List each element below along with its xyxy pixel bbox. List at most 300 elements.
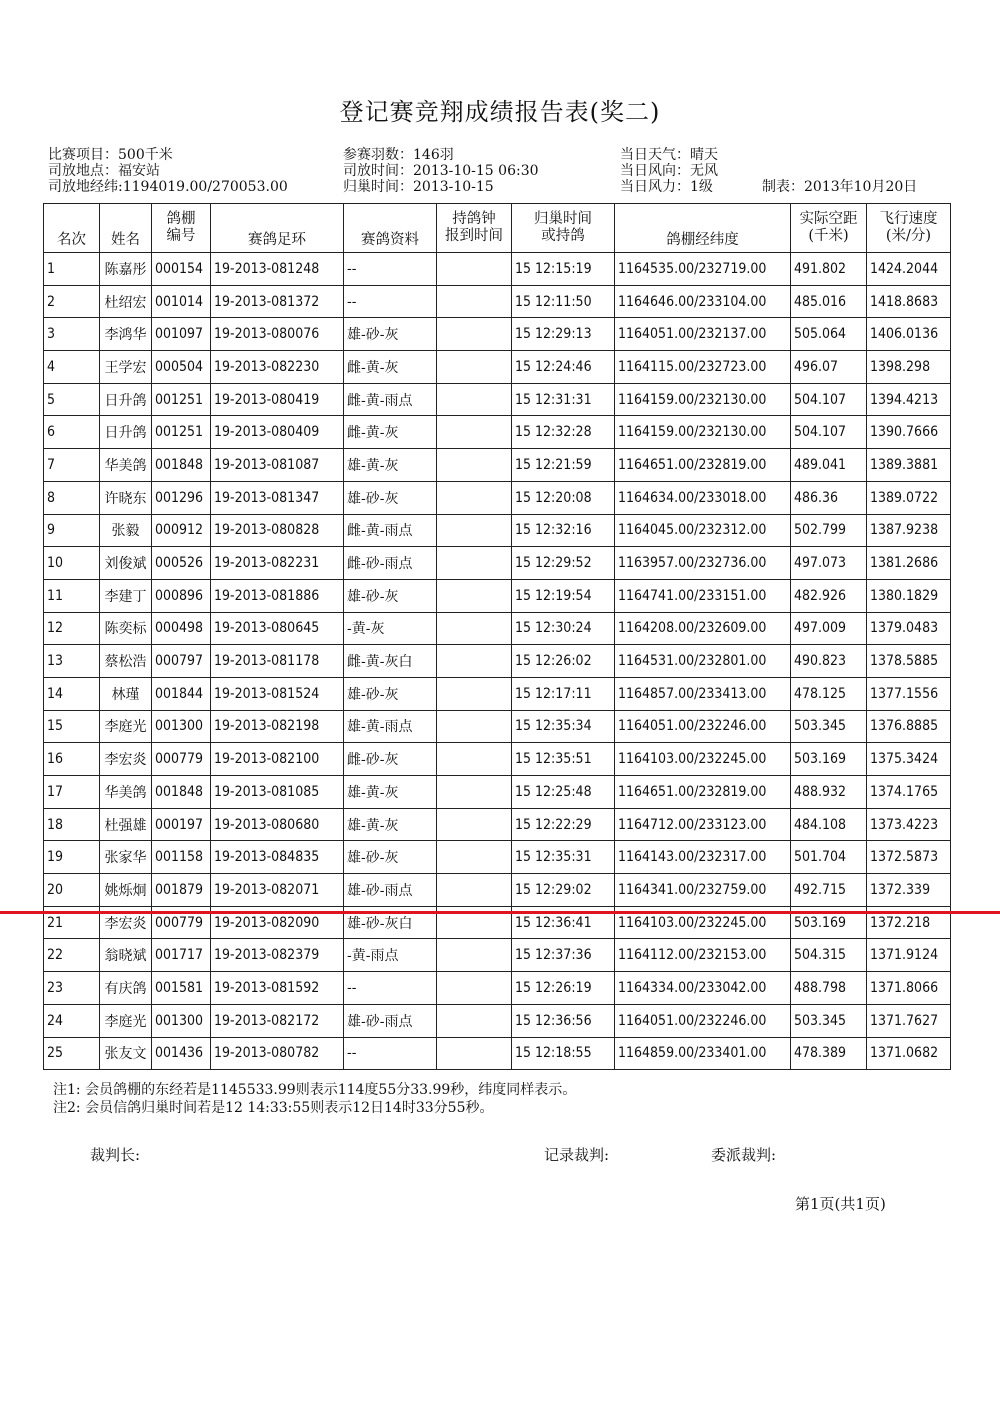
cell-arrival: 15 12:32:28 [512,416,615,449]
table-row [44,253,951,286]
header-clock-time: 持鸽钟 报到时间 [437,204,512,253]
cell-arrival: 15 12:22:29 [512,808,615,841]
cell-ring: 19-2013-080409 [211,416,344,449]
cell-ring: 19-2013-081248 [211,253,344,286]
cell-arrival: 15 12:17:11 [512,677,615,710]
cell-name: 翁晓斌 [100,939,152,972]
cell-distance: 503.345 [791,710,867,743]
cell-distance: 504.107 [791,383,867,416]
cell-arrival: 15 12:29:13 [512,318,615,351]
cell-ring: 19-2013-082230 [211,351,344,384]
info-return-date: 归巢时间：2013-10-15 [343,179,494,195]
cell-coords: 1164651.00/232819.00 [615,776,791,809]
cell-rank: 2 [44,285,100,318]
cell-rank: 17 [44,776,100,809]
cell-distance: 482.926 [791,579,867,612]
cell-name: 王学宏 [100,351,152,384]
cell-distance: 503.345 [791,1004,867,1037]
cell-name: 李庭光 [100,710,152,743]
cell-name: 陈嘉彤 [100,253,152,286]
cell-info: 雌-黄-灰白 [344,645,437,678]
cell-rank: 23 [44,972,100,1005]
signature-record-judge: 记录裁判: [544,1146,610,1164]
cell-info: 雄-黄-雨点 [344,710,437,743]
page-indicator: 第1页(共1页) [795,1195,886,1213]
cell-speed: 1389.0722 [867,481,951,514]
cell-arrival: 15 12:11:50 [512,285,615,318]
cell-distance: 497.073 [791,547,867,580]
cell-clock [437,1037,512,1070]
cell-name: 李建丁 [100,579,152,612]
cell-rank: 22 [44,939,100,972]
cell-ring: 19-2013-080782 [211,1037,344,1070]
cell-ring: 19-2013-081886 [211,579,344,612]
cell-distance: 489.041 [791,449,867,482]
cell-loft-id: 001097 [152,318,211,351]
cell-ring: 19-2013-080076 [211,318,344,351]
cell-arrival: 15 12:29:52 [512,547,615,580]
cell-speed: 1374.1765 [867,776,951,809]
cell-clock [437,1004,512,1037]
note-2: 注2: 会员信鸽归巢时间若是12 14:33:55则表示12日14时33分55秒。 [53,1100,494,1116]
signature-assigned-judge: 委派裁判: [711,1146,777,1164]
cell-clock [437,939,512,972]
cell-clock [437,776,512,809]
cell-info: 雌-黄-雨点 [344,383,437,416]
cell-name: 华美鸽 [100,776,152,809]
cell-rank: 20 [44,874,100,907]
info-race-item: 比赛项目：500千米 [48,147,173,163]
cell-coords: 1164115.00/232723.00 [615,351,791,384]
cell-arrival: 15 12:24:46 [512,351,615,384]
cell-ring: 19-2013-080680 [211,808,344,841]
cell-name: 陈奕标 [100,612,152,645]
cell-distance: 491.802 [791,253,867,286]
cell-coords: 1164208.00/232609.00 [615,612,791,645]
cell-name: 张友文 [100,1037,152,1070]
cell-name: 姚烁炯 [100,874,152,907]
cell-rank: 13 [44,645,100,678]
cell-clock [437,972,512,1005]
table-row [44,841,951,874]
cell-speed: 1380.1829 [867,579,951,612]
cell-speed: 1372.339 [867,874,951,907]
cell-rank: 5 [44,383,100,416]
cell-coords: 1164045.00/232312.00 [615,514,791,547]
header-loft-id: 鸽棚 编号 [152,204,211,253]
cell-info: 雄-黄-灰 [344,449,437,482]
cell-ring: 19-2013-082071 [211,874,344,907]
cell-arrival: 15 12:32:16 [512,514,615,547]
cell-loft-id: 001436 [152,1037,211,1070]
cell-arrival: 15 12:20:08 [512,481,615,514]
cell-ring: 19-2013-082198 [211,710,344,743]
table-row [44,449,951,482]
table-row [44,874,951,907]
info-wind-force: 当日风力：1级 [620,179,713,195]
cell-loft-id: 001581 [152,972,211,1005]
cell-name: 张毅 [100,514,152,547]
table-row [44,351,951,384]
cell-rank: 10 [44,547,100,580]
table-row [44,808,951,841]
cell-info: 雄-砂-灰 [344,318,437,351]
table-row [44,645,951,678]
table-row [44,514,951,547]
cell-clock [437,874,512,907]
cell-speed: 1373.4223 [867,808,951,841]
cell-coords: 1164857.00/233413.00 [615,677,791,710]
cell-info: 雄-砂-灰 [344,579,437,612]
cell-arrival: 15 12:25:48 [512,776,615,809]
cell-clock [437,514,512,547]
cell-ring: 19-2013-080828 [211,514,344,547]
cell-coords: 1164103.00/232245.00 [615,743,791,776]
cell-ring: 19-2013-081087 [211,449,344,482]
cell-clock [437,318,512,351]
table-row [44,776,951,809]
cell-loft-id: 001717 [152,939,211,972]
cell-info: -黄-雨点 [344,939,437,972]
cell-rank: 8 [44,481,100,514]
cell-arrival: 15 12:15:19 [512,253,615,286]
cell-info: 雌-黄-灰 [344,351,437,384]
cell-coords: 1164646.00/233104.00 [615,285,791,318]
cell-rank: 15 [44,710,100,743]
table-body [44,253,951,1070]
cell-coords: 1164741.00/233151.00 [615,579,791,612]
cell-arrival: 15 12:35:34 [512,710,615,743]
info-wind-direction: 当日风向：无风 [620,163,718,179]
cell-speed: 1372.218 [867,906,951,939]
cell-loft-id: 000912 [152,514,211,547]
cell-arrival: 15 12:30:24 [512,612,615,645]
cell-coords: 1164143.00/232317.00 [615,841,791,874]
cell-rank: 24 [44,1004,100,1037]
cell-info: 雄-黄-灰 [344,808,437,841]
cell-coords: 1164159.00/232130.00 [615,416,791,449]
cell-loft-id: 000498 [152,612,211,645]
cell-rank: 25 [44,1037,100,1070]
cell-coords: 1164859.00/233401.00 [615,1037,791,1070]
header-distance: 实际空距 (千米) [791,204,867,253]
cell-speed: 1377.1556 [867,677,951,710]
cell-rank: 6 [44,416,100,449]
cell-loft-id: 001251 [152,416,211,449]
cell-distance: 505.064 [791,318,867,351]
cell-clock [437,710,512,743]
cell-ring: 19-2013-082172 [211,1004,344,1037]
cell-name: 日升鸽 [100,383,152,416]
cell-name: 杜绍宏 [100,285,152,318]
cell-clock [437,351,512,384]
cell-rank: 7 [44,449,100,482]
cell-rank: 18 [44,808,100,841]
cell-speed: 1371.9124 [867,939,951,972]
cell-ring: 19-2013-082090 [211,906,344,939]
cell-coords: 1164535.00/232719.00 [615,253,791,286]
cell-ring: 19-2013-084835 [211,841,344,874]
info-release-time: 司放时间：2013-10-15 06:30 [343,163,539,179]
cell-speed: 1394.4213 [867,383,951,416]
cell-ring: 19-2013-081524 [211,677,344,710]
table-row [44,416,951,449]
results-table [43,203,951,1070]
info-entry-count: 参赛羽数：146羽 [343,147,454,163]
cell-name: 有庆鸽 [100,972,152,1005]
cell-info: 雄-砂-雨点 [344,1004,437,1037]
cell-loft-id: 001300 [152,1004,211,1037]
cell-arrival: 15 12:31:31 [512,383,615,416]
cell-ring: 19-2013-081372 [211,285,344,318]
cell-name: 日升鸽 [100,416,152,449]
table-row [44,612,951,645]
cell-info: 雌-砂-雨点 [344,547,437,580]
cell-name: 李庭光 [100,1004,152,1037]
cell-rank: 3 [44,318,100,351]
cell-name: 张家华 [100,841,152,874]
cell-rank: 11 [44,579,100,612]
cell-clock [437,383,512,416]
cell-speed: 1398.298 [867,351,951,384]
cell-distance: 490.823 [791,645,867,678]
cell-speed: 1389.3881 [867,449,951,482]
header-arrival-time: 归巢时间 或持鸽 [512,204,615,253]
cell-distance: 496.07 [791,351,867,384]
cell-info: -- [344,1037,437,1070]
cell-coords: 1164159.00/232130.00 [615,383,791,416]
cell-clock [437,645,512,678]
cell-ring: 19-2013-081178 [211,645,344,678]
cell-info: 雄-砂-灰 [344,677,437,710]
cell-clock [437,285,512,318]
cell-loft-id: 000504 [152,351,211,384]
table-row [44,318,951,351]
table-row [44,743,951,776]
header-speed: 飞行速度 (米/分) [867,204,951,253]
cell-info: 雌-砂-灰 [344,743,437,776]
cell-loft-id: 001014 [152,285,211,318]
cell-clock [437,416,512,449]
header-loft-coords: 鸽棚经纬度 [615,204,791,253]
cell-loft-id: 001251 [152,383,211,416]
cell-clock [437,808,512,841]
cell-speed: 1376.8885 [867,710,951,743]
cell-loft-id: 000896 [152,579,211,612]
info-weather: 当日天气：晴天 [620,147,718,163]
cell-speed: 1372.5873 [867,841,951,874]
cell-rank: 12 [44,612,100,645]
cell-distance: 484.108 [791,808,867,841]
cell-loft-id: 001879 [152,874,211,907]
cell-info: 雌-黄-灰 [344,416,437,449]
cell-distance: 478.389 [791,1037,867,1070]
cell-name: 许晓东 [100,481,152,514]
cell-speed: 1418.8683 [867,285,951,318]
cell-clock [437,743,512,776]
cell-coords: 1164051.00/232246.00 [615,710,791,743]
table-row [44,1004,951,1037]
info-release-coords: 司放地经纬:1194019.00/270053.00 [48,179,288,195]
header-ring-number: 赛鸽足环 [211,204,344,253]
cell-info: 雌-黄-雨点 [344,514,437,547]
cell-coords: 1164103.00/232245.00 [615,906,791,939]
table-row [44,677,951,710]
table-row [44,383,951,416]
header-rank: 名次 [44,204,100,253]
table-row [44,481,951,514]
cell-info: -黄-灰 [344,612,437,645]
cell-distance: 478.125 [791,677,867,710]
cell-coords: 1164341.00/232759.00 [615,874,791,907]
table-row [44,1037,951,1070]
cell-info: 雄-砂-灰 [344,841,437,874]
cell-speed: 1378.5885 [867,645,951,678]
cell-distance: 488.798 [791,972,867,1005]
cell-name: 李宏炎 [100,906,152,939]
cell-loft-id: 000779 [152,743,211,776]
table-row [44,972,951,1005]
cell-coords: 1164712.00/233123.00 [615,808,791,841]
cell-distance: 492.715 [791,874,867,907]
report-title: 登记赛竞翔成绩报告表(奖二) [339,98,661,126]
cell-speed: 1387.9238 [867,514,951,547]
cell-arrival: 15 12:19:54 [512,579,615,612]
cell-clock [437,841,512,874]
cell-coords: 1164112.00/232153.00 [615,939,791,972]
header-pigeon-info: 赛鸽资料 [344,204,437,253]
cell-arrival: 15 12:21:59 [512,449,615,482]
cell-distance: 485.016 [791,285,867,318]
cell-name: 林瑾 [100,677,152,710]
header-name: 姓名 [100,204,152,253]
info-release-location: 司放地点：福安站 [48,163,160,179]
cell-loft-id: 000526 [152,547,211,580]
cell-coords: 1164051.00/232246.00 [615,1004,791,1037]
cell-name: 蔡松浩 [100,645,152,678]
cell-distance: 486.36 [791,481,867,514]
cell-speed: 1375.3424 [867,743,951,776]
cell-coords: 1164334.00/233042.00 [615,972,791,1005]
cell-clock [437,547,512,580]
cell-rank: 9 [44,514,100,547]
table-row [44,547,951,580]
cell-ring: 19-2013-082100 [211,743,344,776]
cell-loft-id: 001848 [152,776,211,809]
cell-loft-id: 000197 [152,808,211,841]
cell-speed: 1371.8066 [867,972,951,1005]
cell-clock [437,449,512,482]
cell-name: 刘俊斌 [100,547,152,580]
cell-info: -- [344,972,437,1005]
cell-ring: 19-2013-080645 [211,612,344,645]
cell-distance: 497.009 [791,612,867,645]
cell-speed: 1371.0682 [867,1037,951,1070]
info-made-date: 制表：2013年10月20日 [762,179,918,195]
cell-arrival: 15 12:26:02 [512,645,615,678]
cell-ring: 19-2013-081085 [211,776,344,809]
cell-speed: 1371.7627 [867,1004,951,1037]
cell-rank: 1 [44,253,100,286]
cell-arrival: 15 12:18:55 [512,1037,615,1070]
table-row [44,579,951,612]
cell-info: 雄-砂-灰 [344,481,437,514]
cell-clock [437,677,512,710]
cell-name: 李鸿华 [100,318,152,351]
cell-rank: 14 [44,677,100,710]
cell-arrival: 15 12:36:56 [512,1004,615,1037]
cell-loft-id: 001296 [152,481,211,514]
cell-loft-id: 001158 [152,841,211,874]
cell-arrival: 15 12:37:36 [512,939,615,972]
cell-speed: 1381.2686 [867,547,951,580]
cell-loft-id: 001844 [152,677,211,710]
cell-loft-id: 001300 [152,710,211,743]
table-row [44,710,951,743]
cell-distance: 503.169 [791,906,867,939]
cell-speed: 1424.2044 [867,253,951,286]
cell-info: 雄-黄-灰 [344,776,437,809]
cell-arrival: 15 12:29:02 [512,874,615,907]
cell-rank: 4 [44,351,100,384]
cell-info: -- [344,253,437,286]
cell-distance: 504.315 [791,939,867,972]
red-cut-line [0,911,1000,914]
cell-speed: 1379.0483 [867,612,951,645]
cell-distance: 502.799 [791,514,867,547]
cell-speed: 1390.7666 [867,416,951,449]
cell-rank: 19 [44,841,100,874]
cell-ring: 19-2013-081592 [211,972,344,1005]
cell-coords: 1164651.00/232819.00 [615,449,791,482]
cell-ring: 19-2013-081347 [211,481,344,514]
cell-clock [437,253,512,286]
cell-coords: 1164531.00/232801.00 [615,645,791,678]
cell-loft-id: 001848 [152,449,211,482]
cell-arrival: 15 12:36:41 [512,906,615,939]
signature-chief-judge: 裁判长: [90,1146,141,1164]
table-row [44,939,951,972]
cell-info: 雄-砂-雨点 [344,874,437,907]
cell-coords: 1163957.00/232736.00 [615,547,791,580]
cell-info: 雄-砂-灰白 [344,906,437,939]
cell-clock [437,579,512,612]
cell-name: 华美鸽 [100,449,152,482]
cell-ring: 19-2013-080419 [211,383,344,416]
cell-distance: 488.932 [791,776,867,809]
cell-loft-id: 000154 [152,253,211,286]
cell-info: -- [344,285,437,318]
cell-clock [437,612,512,645]
cell-speed: 1406.0136 [867,318,951,351]
cell-distance: 501.704 [791,841,867,874]
cell-loft-id: 000797 [152,645,211,678]
cell-distance: 504.107 [791,416,867,449]
cell-name: 杜强雄 [100,808,152,841]
cell-arrival: 15 12:35:51 [512,743,615,776]
cell-rank: 16 [44,743,100,776]
cell-ring: 19-2013-082379 [211,939,344,972]
cell-loft-id: 000779 [152,906,211,939]
cell-coords: 1164634.00/233018.00 [615,481,791,514]
cell-distance: 503.169 [791,743,867,776]
cell-arrival: 15 12:35:31 [512,841,615,874]
cell-rank: 21 [44,906,100,939]
cell-coords: 1164051.00/232137.00 [615,318,791,351]
cell-arrival: 15 12:26:19 [512,972,615,1005]
cell-name: 李宏炎 [100,743,152,776]
cell-ring: 19-2013-082231 [211,547,344,580]
